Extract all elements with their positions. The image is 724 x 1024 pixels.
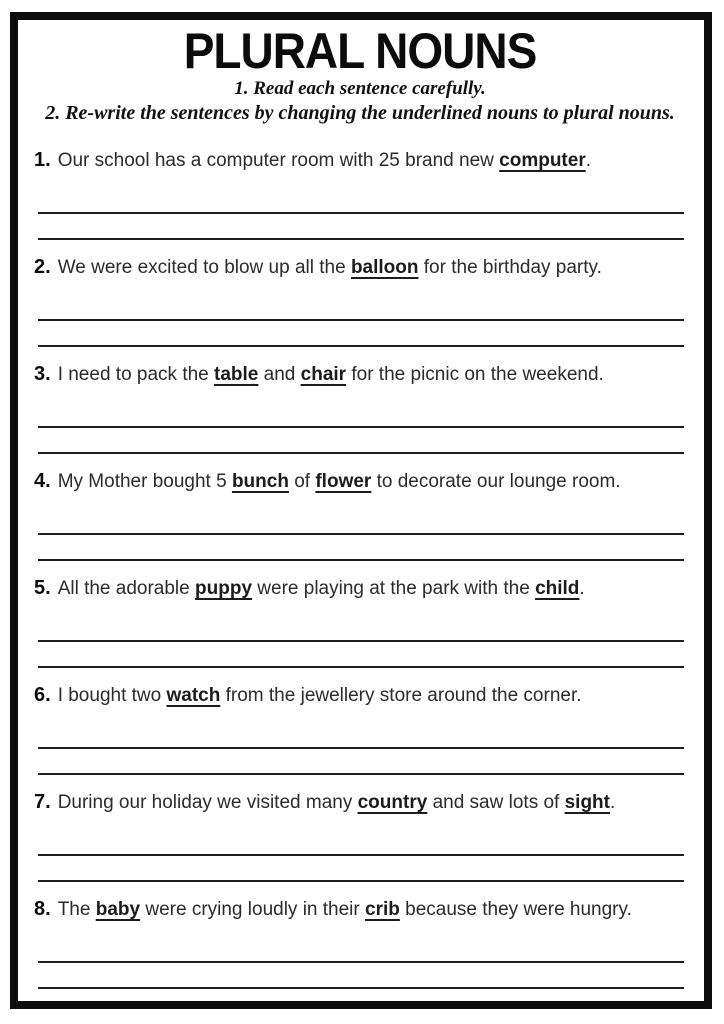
question-2 bbox=[34, 254, 686, 347]
underlined-noun: table bbox=[214, 364, 259, 385]
answer-line[interactable] bbox=[38, 963, 684, 989]
question-sentence bbox=[34, 254, 686, 281]
answer-line[interactable] bbox=[38, 321, 684, 347]
question-6 bbox=[34, 682, 686, 775]
question-number: 3. bbox=[34, 363, 51, 385]
sentence-text: were crying loudly in their bbox=[140, 899, 366, 920]
sentence-text: I need to pack the bbox=[57, 364, 215, 385]
worksheet-border bbox=[10, 12, 712, 1009]
sentence-text: All the adorable bbox=[57, 578, 196, 599]
sentence-text: of bbox=[288, 471, 316, 492]
underlined-noun: country bbox=[357, 792, 428, 813]
sentence-text: were playing at the park with the bbox=[252, 578, 536, 599]
question-sentence bbox=[34, 575, 686, 602]
sentence-text: and bbox=[258, 364, 301, 385]
sentence-text: During our holiday we visited many bbox=[57, 792, 358, 813]
underlined-noun: baby bbox=[95, 899, 141, 920]
sentence-text: . bbox=[609, 792, 616, 813]
sentence-text: The bbox=[57, 899, 96, 920]
underlined-noun: flower bbox=[315, 471, 372, 492]
question-5 bbox=[34, 575, 686, 668]
answer-line[interactable] bbox=[38, 402, 684, 428]
underlined-noun: bunch bbox=[231, 471, 289, 492]
page-title: PLURAL NOUNS bbox=[183, 22, 537, 79]
question-7 bbox=[34, 789, 686, 882]
question-number: 6. bbox=[34, 684, 51, 706]
question-list bbox=[34, 147, 686, 989]
worksheet bbox=[18, 20, 704, 989]
question-3 bbox=[34, 361, 686, 454]
answer-line[interactable] bbox=[38, 723, 684, 749]
question-sentence bbox=[34, 361, 686, 388]
question-number: 4. bbox=[34, 470, 51, 492]
sentence-text: . bbox=[579, 578, 585, 599]
question-sentence bbox=[34, 468, 686, 495]
question-number: 1. bbox=[34, 149, 51, 171]
answer-line[interactable] bbox=[38, 188, 684, 214]
answer-line[interactable] bbox=[38, 214, 684, 240]
sentence-text: . bbox=[585, 150, 591, 171]
sentence-text: and saw lots of bbox=[427, 792, 565, 813]
answer-line[interactable] bbox=[38, 856, 684, 882]
instruction-line-2: 2. Re-write the sentences by changing the underlined nouns to plural nouns. bbox=[45, 102, 675, 124]
answer-line[interactable] bbox=[38, 295, 684, 321]
question-4 bbox=[34, 468, 686, 561]
question-sentence bbox=[34, 896, 686, 923]
sentence-text: because they were hungry. bbox=[399, 899, 632, 920]
answer-line[interactable] bbox=[38, 642, 684, 668]
answer-line[interactable] bbox=[38, 749, 684, 775]
underlined-noun: balloon bbox=[350, 257, 419, 278]
answer-line[interactable] bbox=[38, 509, 684, 535]
sentence-text: for the birthday party. bbox=[418, 257, 602, 278]
sentence-text: from the jewellery store around the corner. bbox=[220, 685, 582, 706]
underlined-noun: puppy bbox=[195, 578, 253, 599]
question-sentence bbox=[34, 789, 686, 816]
question-8 bbox=[34, 896, 686, 989]
sentence-text: We were excited to blow up all the bbox=[57, 257, 351, 278]
question-sentence bbox=[34, 147, 686, 174]
underlined-noun: chair bbox=[300, 364, 347, 385]
question-number: 2. bbox=[34, 256, 51, 278]
question-1 bbox=[34, 147, 686, 240]
underlined-noun: sight bbox=[564, 792, 610, 813]
sentence-text: I bought two bbox=[57, 685, 167, 706]
underlined-noun: watch bbox=[166, 685, 221, 706]
question-number: 8. bbox=[34, 898, 51, 920]
answer-line[interactable] bbox=[38, 428, 684, 454]
answer-line[interactable] bbox=[38, 937, 684, 963]
underlined-noun: child bbox=[535, 578, 580, 599]
sentence-text: Our school has a computer room with 25 brand new bbox=[57, 150, 500, 171]
question-number: 7. bbox=[34, 791, 51, 813]
answer-line[interactable] bbox=[38, 535, 684, 561]
sentence-text: for the picnic on the weekend. bbox=[346, 364, 604, 385]
underlined-noun: computer bbox=[499, 150, 586, 171]
question-number: 5. bbox=[34, 577, 51, 599]
instruction-line-1: 1. Read each sentence carefully. bbox=[234, 78, 486, 99]
sentence-text: to decorate our lounge room. bbox=[371, 471, 621, 492]
underlined-noun: crib bbox=[365, 899, 400, 920]
sentence-text: My Mother bought 5 bbox=[57, 471, 232, 492]
answer-line[interactable] bbox=[38, 830, 684, 856]
answer-line[interactable] bbox=[38, 616, 684, 642]
question-sentence bbox=[34, 682, 686, 709]
